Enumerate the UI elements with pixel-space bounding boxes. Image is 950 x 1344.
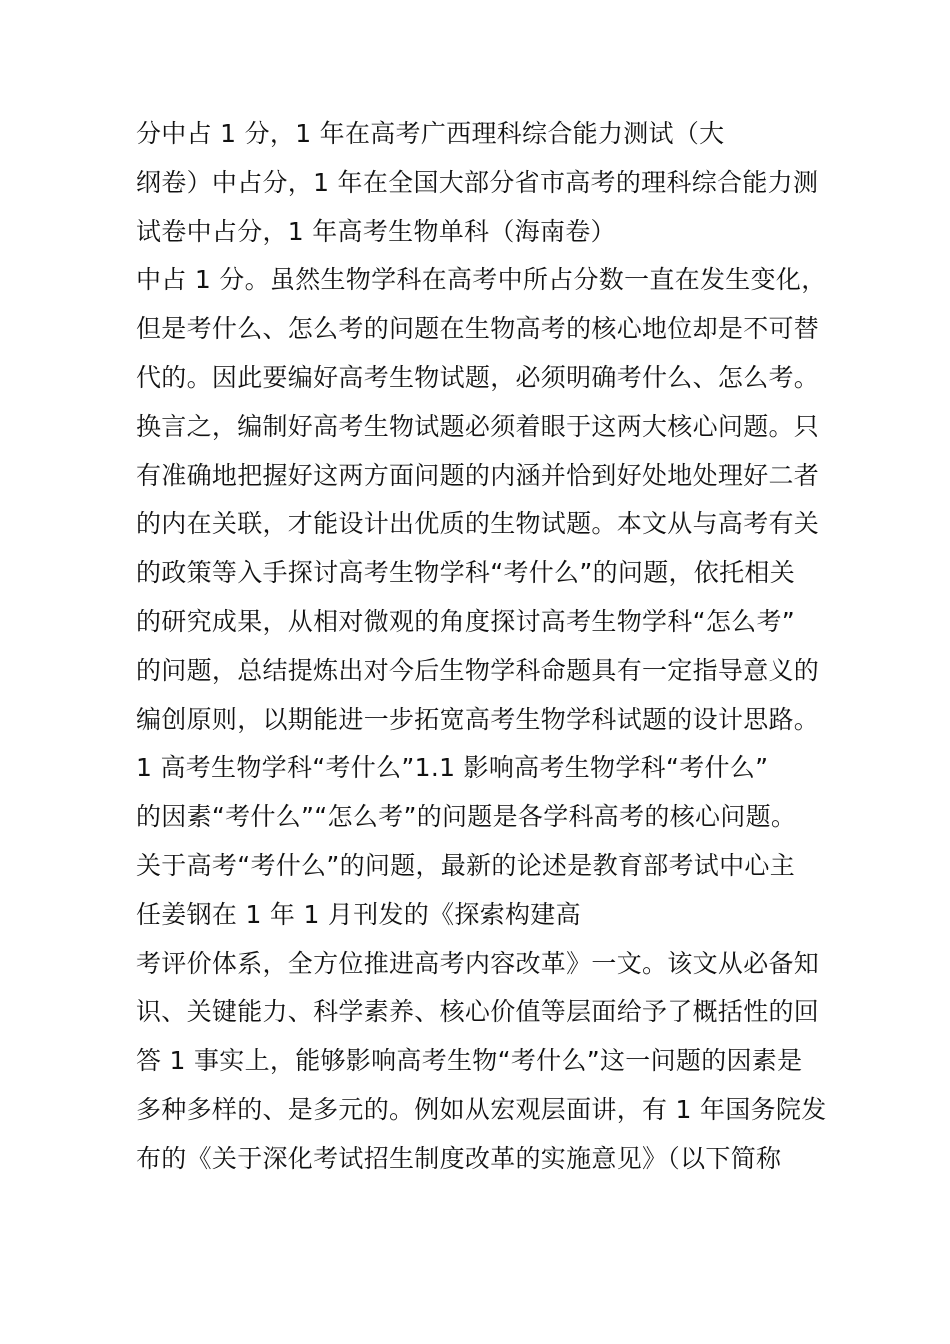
text-line: 纲卷）中占分，1 年在全国大部分省市高考的理科综合能力测 — [136, 167, 819, 197]
text-line: 关于高考“考什么”的问题，最新的论述是教育部考试中心主 — [136, 850, 796, 880]
text-line: 的政策等入手探讨高考生物学科“考什么”的问题，依托相关 — [136, 558, 796, 588]
text-line: 识、关键能力、科学素养、核心价值等层面给予了概括性的回 — [136, 997, 820, 1027]
text-line: 分中占 1 分，1 年在高考广西理科综合能力测试（大 — [136, 119, 725, 148]
text-line: 考评价体系，全方位推进高考内容改革》一文。该文从必备知 — [136, 948, 820, 978]
text-line: 答 1 事实上，能够影响高考生物“考什么”这一问题的因素是 — [136, 1046, 803, 1076]
text-line: 的研究成果，从相对微观的角度探讨高考生物学科“怎么考” — [136, 606, 796, 636]
text-line: 布的《关于深化考试招生制度改革的实施意见》（以下简称 — [136, 1143, 782, 1173]
text-line: 有准确地把握好这两方面问题的内涵并恰到好处地处理好二者 — [136, 460, 820, 490]
body-text — [136, 110, 856, 1184]
text-line: 的因素“考什么”“怎么考”的问题是各学科高考的核心问题。 — [136, 802, 797, 832]
text-line: 编创原则，以期能进一步拓宽高考生物学科试题的设计思路。 — [136, 704, 820, 734]
text-line: 但是考什么、怎么考的问题在生物高考的核心地位却是不可替 — [136, 314, 820, 344]
text-line: 代的。因此要编好高考生物试题，必须明确考什么、怎么考。 — [136, 362, 820, 392]
text-line: 的问题，总结提炼出对今后生物学科命题具有一定指导意义的 — [136, 655, 820, 685]
text-line: 换言之，编制好高考生物试题必须着眼于这两大核心问题。只 — [136, 411, 820, 441]
text-line: 1 高考生物学科“考什么”1.1 影响高考生物学科“考什么” — [136, 753, 769, 783]
text-line: 的内在关联，才能设计出优质的生物试题。本文从与高考有关 — [136, 509, 820, 539]
text-line: 多种多样的、是多元的。例如从宏观层面讲，有 1 年国务院发 — [136, 1094, 827, 1124]
text-line: 中占 1 分。虽然生物学科在高考中所占分数一直在发生变化， — [136, 265, 827, 295]
text-line: 试卷中占分，1 年高考生物单科（海南卷） — [136, 216, 616, 246]
text-line: 任姜钢在 1 年 1 月刊发的《探索构建高 — [136, 899, 581, 929]
